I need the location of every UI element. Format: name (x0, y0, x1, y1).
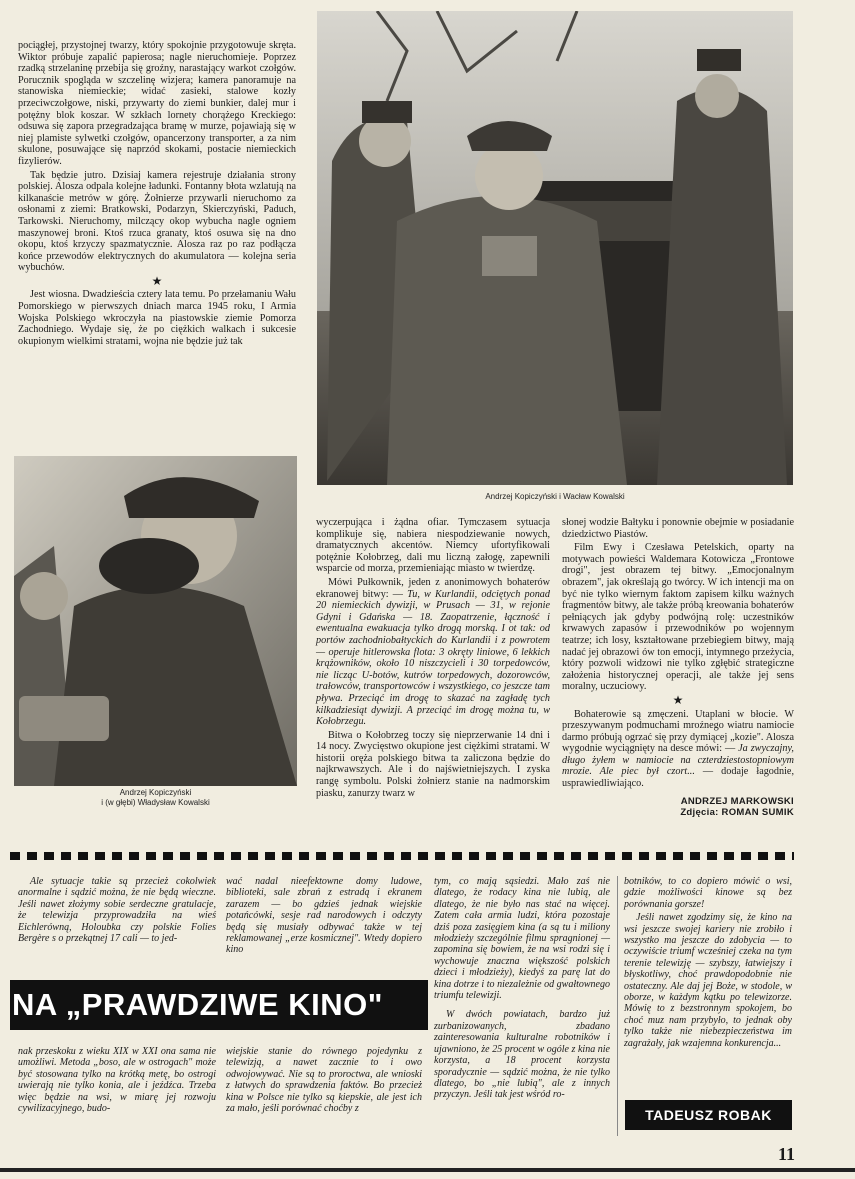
caption-line: i (w głębi) Władysław Kowalski (101, 798, 210, 807)
paragraph: pociągłej, przystojnej twarzy, który spokojnie przygotowuje skręta. Wiktor próbuje zapalić papierosa; nagle nieruchomieje. Poprzez rzadką strzelaninę przebija się groźny, narastający warkot czołgów. Porucznik spogląda w szczelinę wizjera; kamera panoramuje na stanowiska niemieckie; widać zasieki, stalowe kozły przeciwczołgowe, niski, przywarty do ziemi bunkier, dalej mur i potężny blok koszar. W szkłach lornety chorążego Kreckiego: odsuwa się zapora przegradzająca bramę w murze, pojawiają się w niej plamiste sylwetki czołgów, opancerzony transporter, a za nim skulone, posuwające się naprzód skokami, postacie niemieckich fizylierów. (18, 40, 296, 167)
paragraph: nak przeskoku z wieku XIX w XXI ona sama nie umożliwi. Metoda „boso, ale w ostrogach" może być stosowana tylko na krótką metę, bo ostrogi uwierają nie tylko konia, ale i jeźdźca. Trzeba więc będzie na wsi, w miarę jej rozwoju cywilizacyjnego, budo- (18, 1046, 216, 1115)
paragraph: Jest wiosna. Dwadzieścia cztery lata temu. Po przełamaniu Wału Pomorskiego w pierwszych dniach marca 1945 roku, I Armia Wojska Polskiego wkroczyła na piastowskie ziemie Pomorza Zachodniego. Wydaje się, że po ciężkich walkach i sukcesie okupionym wielkimi stratami, wojna nie będzie już tak (18, 289, 296, 347)
photo-top-caption: Andrzej Kopiczyński i Wacław Kowalski (485, 492, 625, 501)
photo-soldiers-at-stove (317, 11, 793, 485)
bottom-column-1-lower (18, 1046, 216, 1116)
paragraph: słonej wodzie Bałtyku i ponownie obejmie w posiadanie dziedzictwo Piastów. (562, 517, 794, 540)
paragraph: Bitwa o Kołobrzeg toczy się nieprzerwanie 14 dni i 14 nocy. Zwycięstwo okupione jest ciężkimi stratami. W historii oręża polskiego bitwa ta zaliczona będzie do najkrwawszych. Ale i do najświetniejszych. I zyska rangę symbolu. Polski żołnierz stanie na nadmorskim piasku, zanurzy twarz w (316, 729, 550, 799)
paragraph: tym, co mają sąsiedzi. Mało zaś nie dlatego, że rodacy kina nie lubią, ale dlatego, że nie było nas stać na więcej. Zatem cała armia ludzi, która pozostaje dziś poza zasięgiem kina (a są tu i miliony młodzieży szczególnie filmu spragnionej — zapomina się bowiem, że na wsi rodzi się i wychowuje znaczna większość polskich dzieci i młodzieży), kiedyś za parę lat do kina dotrze i to niezależnie od gwałtownego triumfu telewizji. (434, 876, 610, 1002)
byline-photos: Zdjęcia: ROMAN SUMIK (680, 806, 794, 818)
photo-image (317, 11, 793, 485)
paragraph: wać nadal nieefektowne domy ludowe, biblioteki, sale zbrań z estradą i ekranem zarazem — bo gdzieś jednak wiejskie potańcówki, sesje rad narodowych i odczyty będą się musiały odbywać także w tej reklamowanej „erze kosmicznej". Wtedy dopiero kino (226, 876, 422, 956)
paragraph: wiejskie stanie do równego pojedynku z telewizją, a nawet zacznie to i owo odwojowywać. Nie są to proroctwa, ale wnioski z łatwych do sprawdzenia faktów. Bo przecież kina w Polsce nie tylko są kiepskie, ale jest ich za mało, jeśli porównać choćby z (226, 1046, 422, 1115)
column-rule (617, 876, 618, 1136)
bottom-column-2-lower (226, 1046, 422, 1116)
photo-image (14, 456, 297, 786)
paragraph: Film Ewy i Czesława Petelskich, oparty na motywach powieści Waldemara Kotowicza „Frontowe drogi", jest obrazem tej bitwy. „Emocjonalnym obrazem", jak określają go twórcy. W ich intencji ma on być nie tylko wiernym faktom zapisem kilku ważnych fragmentów bitwy, ale także próbą kreowania bohaterów pełniących jak gdyby podwójną rolę: uczestników krwawych zapasów i przewodników po wojennym teatrze; ich losy, kształtowane przebiegiem bitwy, mają nadać jej obrazowi ów ton emocji, intymnego przeżycia, który pozwoli widzowi nie tylko zgłębić strategiczne założenia historycznej operacji, ale także jej sens moralny, uczuciowy. (562, 542, 794, 693)
text-run: Bohaterowie są zmęczeni. Utaplani w błocie. W przeszywanym podmuchami mroźnego wiatru namiocie darmo próbują ogrzać się przy dymiącej „kozie". Alosza wygodnie wyciągnięty na desce mówi: — (562, 708, 794, 755)
author-label: TADEUSZ ROBAK (625, 1100, 792, 1130)
paragraph: W dwóch powiatach, bardzo już zurbanizowanych, zbadano zainteresowania kulturalne robotników i ujawniono, że 25 procent w ogóle z kina nie korzysta, a 18 procent korzysta sporadycznie — sądzić można, że nie tylko dlatego, bo „nie lubią", ale z innych przyczyn. Jeśli tak jest wśród ro- (434, 1009, 610, 1101)
paragraph: Tak będzie jutro. Dzisiaj kamera rejestruje działania strony polskiej. Alosza odpala kolejne ładunki. Fontanny błota wzlatują na kilkanaście metrów w górę. Żołnierze przywarli nieruchomo za osłonami z ziemi: Bratkowski, Podarzyn, Skierczyński, Paduch, Tarkowski. Nieruchomy, milczący okop wybucha nagle ogniem maszynowej broni. Ktoś rzuca granaty, ktoś osuwa się na dno okopu, ktoś krzyczy spazmatycznie. Alosza raz po raz podłącza końce przewodów elektrycznych do akumulatora — kolejna seria wybuchów. (18, 169, 296, 274)
paragraph: Ale sytuacje takie są przecież cokolwiek anormalne i sądzić można, że nie będą wieczne. Jeśli nawet złożymy sobie serdeczne gratulacje, że telewizja przyprowadziła na wieś Eichlerówną, Holoubka czy polskie Folies Bergère s o przekątnej 17 cali — to jed- (18, 876, 216, 945)
bottom-column-4 (624, 876, 792, 1051)
text-run: — dodaje łagodnie, usprawiedliwiająco. (562, 766, 794, 790)
bottom-column-1 (18, 876, 216, 946)
caption-line: Andrzej Kopiczyński (119, 788, 192, 797)
article-column-1 (18, 40, 296, 349)
bottom-column-3 (434, 876, 610, 1103)
page-number: 11 (778, 1144, 796, 1164)
paragraph: botników, to co dopiero mówić o wsi, gdzie możliwości kinowe są bez porównania gorsze! (624, 876, 792, 910)
text-run: Mówi Pułkownik, jeden z anonimowych bohaterów ekranowej bitwy: — (316, 576, 550, 600)
quote: Tu, w Kurlandii, odciętych ponad 20 niemieckich dywizji, w Prusach — 31, w rejonie Gdyni i Gdańska — 18. Zaopatrzenie, łączność i ewentualna ewakuacja tylko drogą morską. I ot tak: od portów zachodniobałtyckich do Kurlandii i z powrotem — operuje hitlerowska flota: 3 okręty liniowe, 6 lekkich krążowników, około 10 niszczycieli i 30 torpedowców, nie licząc U-botów, kutrów torpedowych, dozorowców, trałowców, transportowców i wszystkiego, co jeszcze tam pływa. Przeciąć im drogę to skazać na zagładę tych kilkadziesiąt dywizji. A przeciąć im drogę można tu, w Kołobrzegu. (316, 588, 550, 728)
paragraph: wyczerpująca i żądna ofiar. Tymczasem sytuacja komplikuje się, nabiera niespodziewanie nowych, dramatycznych akcentów. Niemcy ufortyfikowali potężnie Kołobrzeg, dali mu liczną załogę, zapewnili wsparcie od morza, przemieniając miasto w twierdzę. (316, 517, 550, 575)
photo-left-caption (14, 788, 297, 808)
bottom-column-2 (226, 876, 422, 958)
quote: Ja zwyczajny, długo żyłem w namiocie na czterdziestostopniowym mrozie. Ale piec był czort... (562, 743, 794, 778)
photo-soldier-drinking (14, 456, 297, 786)
star-separator: ★ (151, 273, 163, 288)
article-headline: NA „PRAWDZIWE KINO" (10, 980, 428, 1030)
paragraph: Jeśli nawet zgodzimy się, że kino na wsi jeszcze swojej kariery nie zrobiło i wszystko ma jeszcze do zdobycia — to oczywiście triumf wcześniej czeka na tym terenie telewizję — szybszy, łatwiejszy i błyskotliwy, choć prawdopodobnie nie ostateczny. Ale daj jej Boże, w stodole, w oborze, w każdym kątku po telewizorze. Mówię to z bezstronnym spokojem, bo choć muz nam przybyło, to jednak oby tylko także nie niebezpieczeństwa im zagrażały, jak wzajemna konkurencja... (624, 912, 792, 1049)
star-separator: ★ (672, 692, 684, 707)
paragraph (316, 577, 550, 728)
dashed-divider (10, 852, 794, 860)
byline-author: ANDRZEJ MARKOWSKI (680, 795, 794, 807)
article-column-2 (316, 517, 550, 801)
article-column-3 (562, 517, 794, 818)
bottom-rule (0, 1168, 855, 1172)
paragraph (562, 709, 794, 790)
